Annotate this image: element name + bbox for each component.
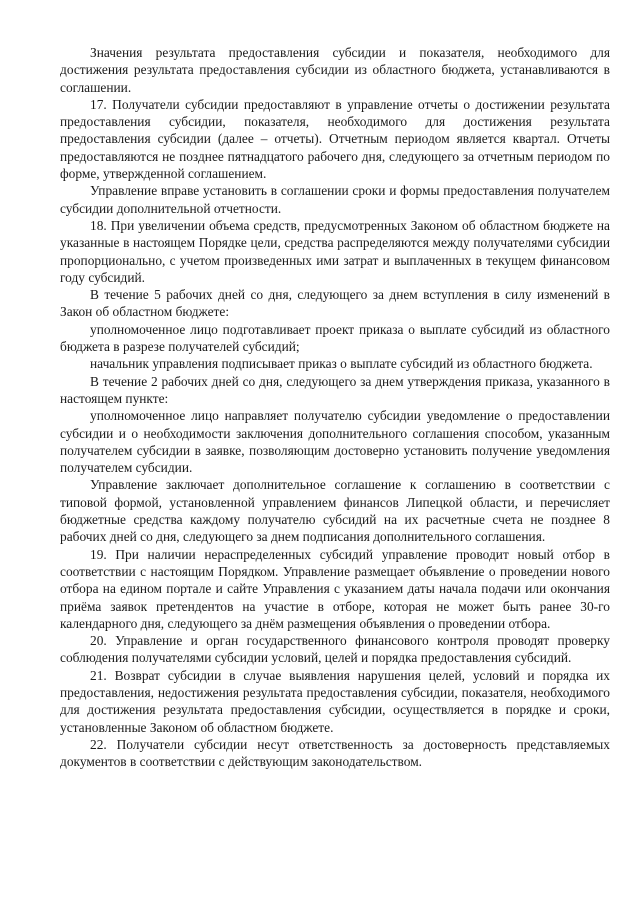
- paragraph: Значения результата предоставления субсидии и показателя, необходимого для достижения результата предоставления субсидии из областного бюджета, устанавливаются в соглашении.: [60, 45, 610, 95]
- paragraph: 19. При наличии нераспределенных субсидий управление проводит новый отбор в соответствии с настоящим Порядком. Управление размещает объявление о проведении нового отбора на едином портале и сайте Управления с указанием даты начала подачи или окончания приёма заявок претендентов на участие в отборе, которая не может быть ранее 30-го календарного дня, следующего за днём размещения объявления о проведении отбора.: [60, 546, 610, 631]
- paragraph: начальник управления подписывает приказ о выплате субсидий из областного бюджета.: [90, 356, 593, 372]
- paragraph: В течение 5 рабочих дней со дня, следующего за днем вступления в силу изменений в Закон об областном бюджете:: [60, 287, 610, 320]
- paragraph: 18. При увеличении объема средств, предусмотренных Законом об областном бюджете на указанные в настоящем Порядке цели, средства распределяются между получателями субсидии пропорционально, с учетом произведенных ими затрат и выплаченных в текущем финансовом году субсидий.: [60, 217, 610, 285]
- paragraph: Управление заключает дополнительное соглашение к соглашению в соответствии с типовой формой, установленной управлением финансов Липецкой области, и перечисляет бюджетные средства каждому получателю субсидий на их расчетные счета не позднее 8 рабочих дней со дня, следующего за днем подписания дополнительного соглашения.: [60, 477, 610, 545]
- paragraph: 22. Получатели субсидии несут ответственность за достоверность представляемых документов в соответствии с действующим законодательством.: [60, 736, 610, 770]
- paragraph: 20. Управление и орган государственного финансового контроля проводят проверку соблюдения получателями субсидии условий, целей и порядка предоставления субсидий.: [60, 633, 610, 666]
- document-body: [60, 44, 610, 770]
- paragraph: В течение 2 рабочих дней со дня, следующего за днем утверждения приказа, указанного в настоящем пункте:: [60, 373, 610, 406]
- paragraph: уполномоченное лицо направляет получателю субсидии уведомление о предоставлении субсидии и о необходимости заключения дополнительного соглашения способом, указанным получателем субсидии в заявке, позволяющим достоверно установить получение уведомления получателем субсидии.: [60, 408, 610, 476]
- paragraph: Управление вправе установить в соглашении сроки и формы предоставления получателем субсидии дополнительной отчетности.: [60, 183, 610, 216]
- paragraph: уполномоченное лицо подготавливает проект приказа о выплате субсидий из областного бюджета в разрезе получателей субсидий;: [60, 321, 610, 355]
- paragraph: 21. Возврат субсидии в случае выявления нарушения целей, условий и порядка их предоставления, недостижения результата предоставления субсидии, показателя, необходимого для достижения результата предоставления субсидии, осуществляется в порядке и сроки, установленные Законом об областном бюджете.: [60, 667, 610, 735]
- paragraph: 17. Получатели субсидии предоставляют в управление отчеты о достижении результата предоставления субсидии, показателя, необходимого для достижения результата предоставления субсидии (далее – отчеты). Отчетным периодом является квартал. Отчеты предоставляются не позднее пятнадцатого рабочего дня, следующего за отчетным периодом по форме, утвержденной соглашением.: [60, 96, 610, 182]
